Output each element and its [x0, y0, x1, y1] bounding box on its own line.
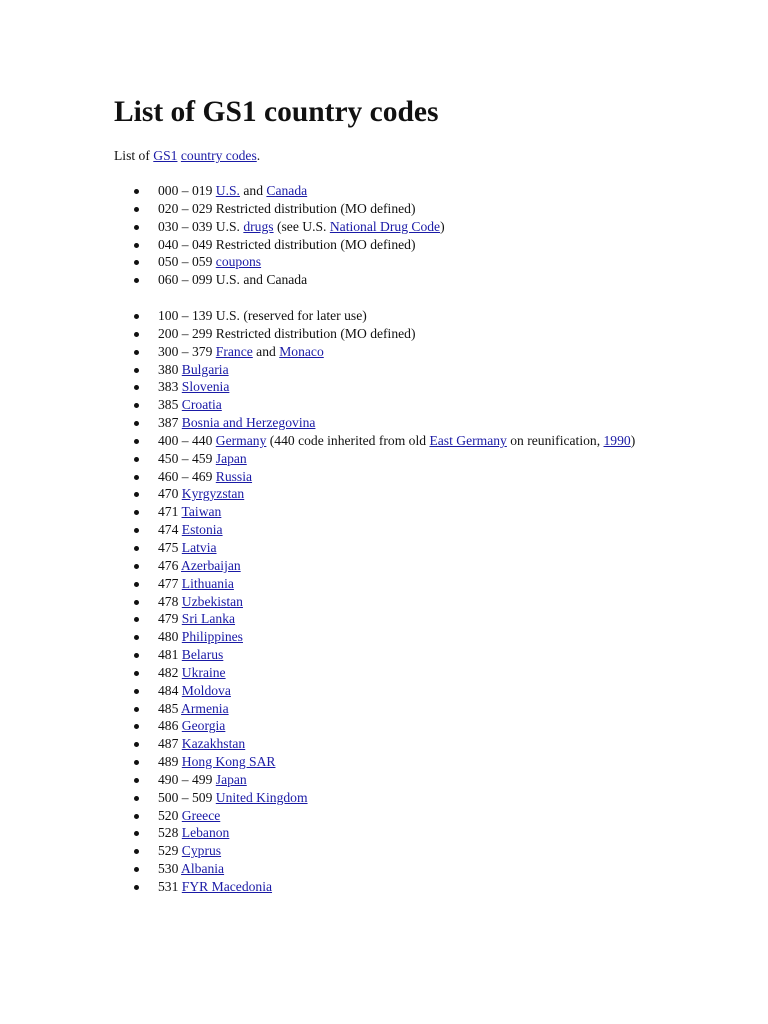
item-text: (see U.S. [273, 218, 330, 234]
item-text: on reunification, [506, 432, 604, 448]
item-link[interactable]: Latvia [181, 539, 217, 555]
list-item [114, 432, 668, 450]
item-text: 482 [158, 664, 182, 680]
bullet-icon [134, 885, 139, 890]
item-link[interactable]: Azerbaijan [181, 557, 241, 573]
item-link[interactable]: FYR Macedonia [181, 879, 273, 894]
list-item [114, 325, 674, 343]
item-text: 387 [158, 415, 182, 431]
bullet-icon [134, 546, 139, 551]
item-text: 489 [158, 754, 182, 770]
item-text: 477 [158, 575, 182, 591]
bullet-icon [134, 617, 139, 622]
item-text: 471 [158, 504, 182, 520]
item-text: 487 [158, 736, 182, 752]
item-text: 385 [158, 397, 182, 413]
item-link[interactable]: East Germany [429, 432, 507, 448]
item-text: 475 [158, 539, 182, 555]
item-link[interactable]: Georgia [181, 718, 226, 734]
item-link[interactable]: Slovenia [181, 379, 230, 395]
item-text: 380 [158, 361, 182, 377]
bullet-icon [134, 314, 139, 319]
list-item [114, 575, 674, 593]
item-text: 460 – 469 [158, 468, 216, 484]
list-item [114, 557, 674, 575]
item-link[interactable]: Bulgaria [181, 361, 229, 377]
bullet-icon [134, 778, 139, 783]
bullet-icon [134, 796, 139, 801]
item-link[interactable]: Taiwan [181, 504, 222, 520]
item-link[interactable]: Lebanon [181, 825, 230, 841]
bullet-icon [134, 332, 139, 337]
item-text: and [252, 343, 280, 359]
list-item [114, 414, 674, 432]
item-link[interactable]: Japan [215, 771, 247, 787]
item-text: 484 [158, 682, 182, 698]
bullet-icon [134, 439, 139, 444]
item-text: 500 – 509 [158, 789, 216, 805]
item-link[interactable]: Canada [266, 183, 308, 198]
item-link[interactable]: Armenia [181, 700, 229, 716]
item-text: 000 – 019 [158, 183, 216, 198]
bullet-icon [134, 582, 139, 587]
bullet-icon [134, 225, 139, 230]
item-link[interactable]: Germany [215, 432, 267, 448]
list-item [114, 664, 674, 682]
bullet-icon [134, 742, 139, 747]
intro-suffix: . [256, 148, 261, 163]
item-text: 485 [158, 700, 182, 716]
list-item [114, 807, 674, 825]
list-item [114, 682, 674, 700]
bullet-icon [134, 867, 139, 872]
bullet-icon [134, 724, 139, 729]
list-item [114, 735, 674, 753]
list-item [114, 236, 674, 254]
list-item [114, 539, 674, 557]
intro-paragraph [114, 147, 260, 165]
item-link[interactable]: France [215, 343, 253, 359]
bullet-icon [134, 475, 139, 480]
page-title: List of GS1 country codes [114, 96, 439, 128]
list-item [114, 593, 674, 611]
item-link[interactable]: Moldova [181, 682, 231, 698]
item-text: and [239, 183, 267, 198]
list-item [114, 307, 674, 325]
item-link[interactable]: 1990 [603, 432, 631, 448]
item-text: 529 [158, 843, 182, 859]
item-text: ) [630, 432, 636, 448]
item-link[interactable]: Albania [181, 861, 225, 877]
list-item [114, 450, 674, 468]
country-code-list-2 [114, 307, 674, 896]
item-text: 480 [158, 629, 182, 645]
item-link[interactable]: U.S. [215, 183, 240, 198]
list-item [114, 646, 674, 664]
bullet-icon [134, 189, 139, 194]
item-link[interactable]: Ukraine [181, 664, 226, 680]
item-text: 050 – 059 [158, 254, 216, 270]
list-item [114, 485, 674, 503]
item-text: 520 [158, 807, 182, 823]
bullet-icon [134, 707, 139, 712]
bullet-icon [134, 243, 139, 248]
item-text: 100 – 139 U.S. (reserved for later use) [158, 308, 367, 323]
bullet-icon [134, 350, 139, 355]
item-link[interactable]: Greece [181, 807, 221, 823]
list-item [114, 503, 674, 521]
bullet-icon [134, 849, 139, 854]
country-code-list-1 [114, 182, 674, 289]
item-text: 383 [158, 379, 182, 395]
item-link[interactable]: Kyrgyzstan [181, 486, 245, 502]
item-text: 474 [158, 522, 182, 538]
item-text: 400 – 440 [158, 432, 216, 448]
item-text: 030 – 039 U.S. [158, 218, 244, 234]
item-link[interactable]: Estonia [181, 522, 223, 538]
item-link[interactable]: drugs [243, 218, 274, 234]
list-item [114, 824, 674, 842]
bullet-icon [134, 457, 139, 462]
link-country-codes[interactable]: country codes [180, 148, 257, 163]
bullet-icon [134, 278, 139, 283]
item-link[interactable]: Hong Kong SAR [181, 754, 276, 770]
list-item [114, 361, 674, 379]
bullet-icon [134, 492, 139, 497]
bullet-icon [134, 421, 139, 426]
item-text: 528 [158, 825, 182, 841]
item-link[interactable]: Cyprus [181, 843, 222, 859]
item-link[interactable]: Bosnia and Herzegovina [181, 415, 316, 431]
item-text: 479 [158, 611, 182, 627]
item-link[interactable]: United Kingdom [215, 789, 308, 805]
item-link[interactable]: Russia [215, 468, 253, 484]
bullet-icon [134, 510, 139, 515]
list-item [114, 717, 674, 735]
bullet-icon [134, 403, 139, 408]
item-text: ) [440, 218, 445, 234]
item-text: 481 [158, 647, 182, 663]
list-item [114, 253, 674, 271]
item-text: 478 [158, 593, 182, 609]
list-item [114, 842, 674, 860]
list-item [114, 628, 674, 646]
item-link[interactable]: Japan [215, 450, 247, 466]
list-item [114, 468, 674, 486]
list-item [114, 182, 674, 200]
item-link[interactable]: Uzbekistan [181, 593, 243, 609]
item-link[interactable]: Kazakhstan [181, 736, 246, 752]
item-text: 200 – 299 Restricted distribution (MO defined) [158, 325, 416, 341]
bullet-icon [134, 814, 139, 819]
item-text: (440 code inherited from old [266, 432, 430, 448]
list-item [114, 218, 674, 236]
item-link[interactable]: Monaco [279, 343, 324, 359]
list-item [114, 789, 674, 807]
item-text: 300 – 379 [158, 343, 216, 359]
item-text: 486 [158, 718, 182, 734]
list-item [114, 396, 674, 414]
link-gs1[interactable]: GS1 [153, 148, 178, 163]
bullet-icon [134, 207, 139, 212]
bullet-icon [134, 368, 139, 373]
bullet-icon [134, 831, 139, 836]
item-text: 470 [158, 486, 182, 502]
item-text: 490 – 499 [158, 771, 216, 787]
list-item [114, 753, 674, 771]
item-text: 060 – 099 U.S. and Canada [158, 272, 308, 288]
list-item [114, 271, 674, 289]
item-link[interactable]: National Drug Code [329, 218, 441, 234]
item-link[interactable]: Croatia [181, 397, 222, 413]
list-item [114, 771, 674, 789]
item-text: 450 – 459 [158, 450, 216, 466]
bullet-icon [134, 653, 139, 658]
bullet-icon [134, 689, 139, 694]
item-link[interactable]: Sri Lanka [181, 611, 236, 627]
item-text: 531 [158, 879, 182, 894]
item-link[interactable]: Belarus [181, 647, 224, 663]
item-text: 040 – 049 Restricted distribution (MO defined) [158, 236, 416, 252]
item-text: 020 – 029 Restricted distribution (MO defined) [158, 200, 416, 216]
bullet-icon [134, 385, 139, 390]
item-text: 530 [158, 861, 182, 877]
bullet-icon [134, 260, 139, 265]
item-link[interactable]: Philippines [181, 629, 243, 645]
item-link[interactable]: coupons [215, 254, 262, 270]
item-link[interactable]: Lithuania [181, 575, 234, 591]
bullet-icon [134, 671, 139, 676]
list-item [114, 200, 674, 218]
list-item [114, 378, 674, 396]
list-item [114, 521, 674, 539]
list-item [114, 878, 674, 896]
bullet-icon [134, 564, 139, 569]
list-item [114, 610, 674, 628]
intro-prefix: List of [114, 148, 154, 163]
list-item [114, 700, 674, 718]
bullet-icon [134, 635, 139, 640]
item-text: 476 [158, 557, 182, 573]
bullet-icon [134, 600, 139, 605]
bullet-icon [134, 528, 139, 533]
bullet-icon [134, 760, 139, 765]
list-item [114, 860, 674, 878]
list-item [114, 343, 674, 361]
